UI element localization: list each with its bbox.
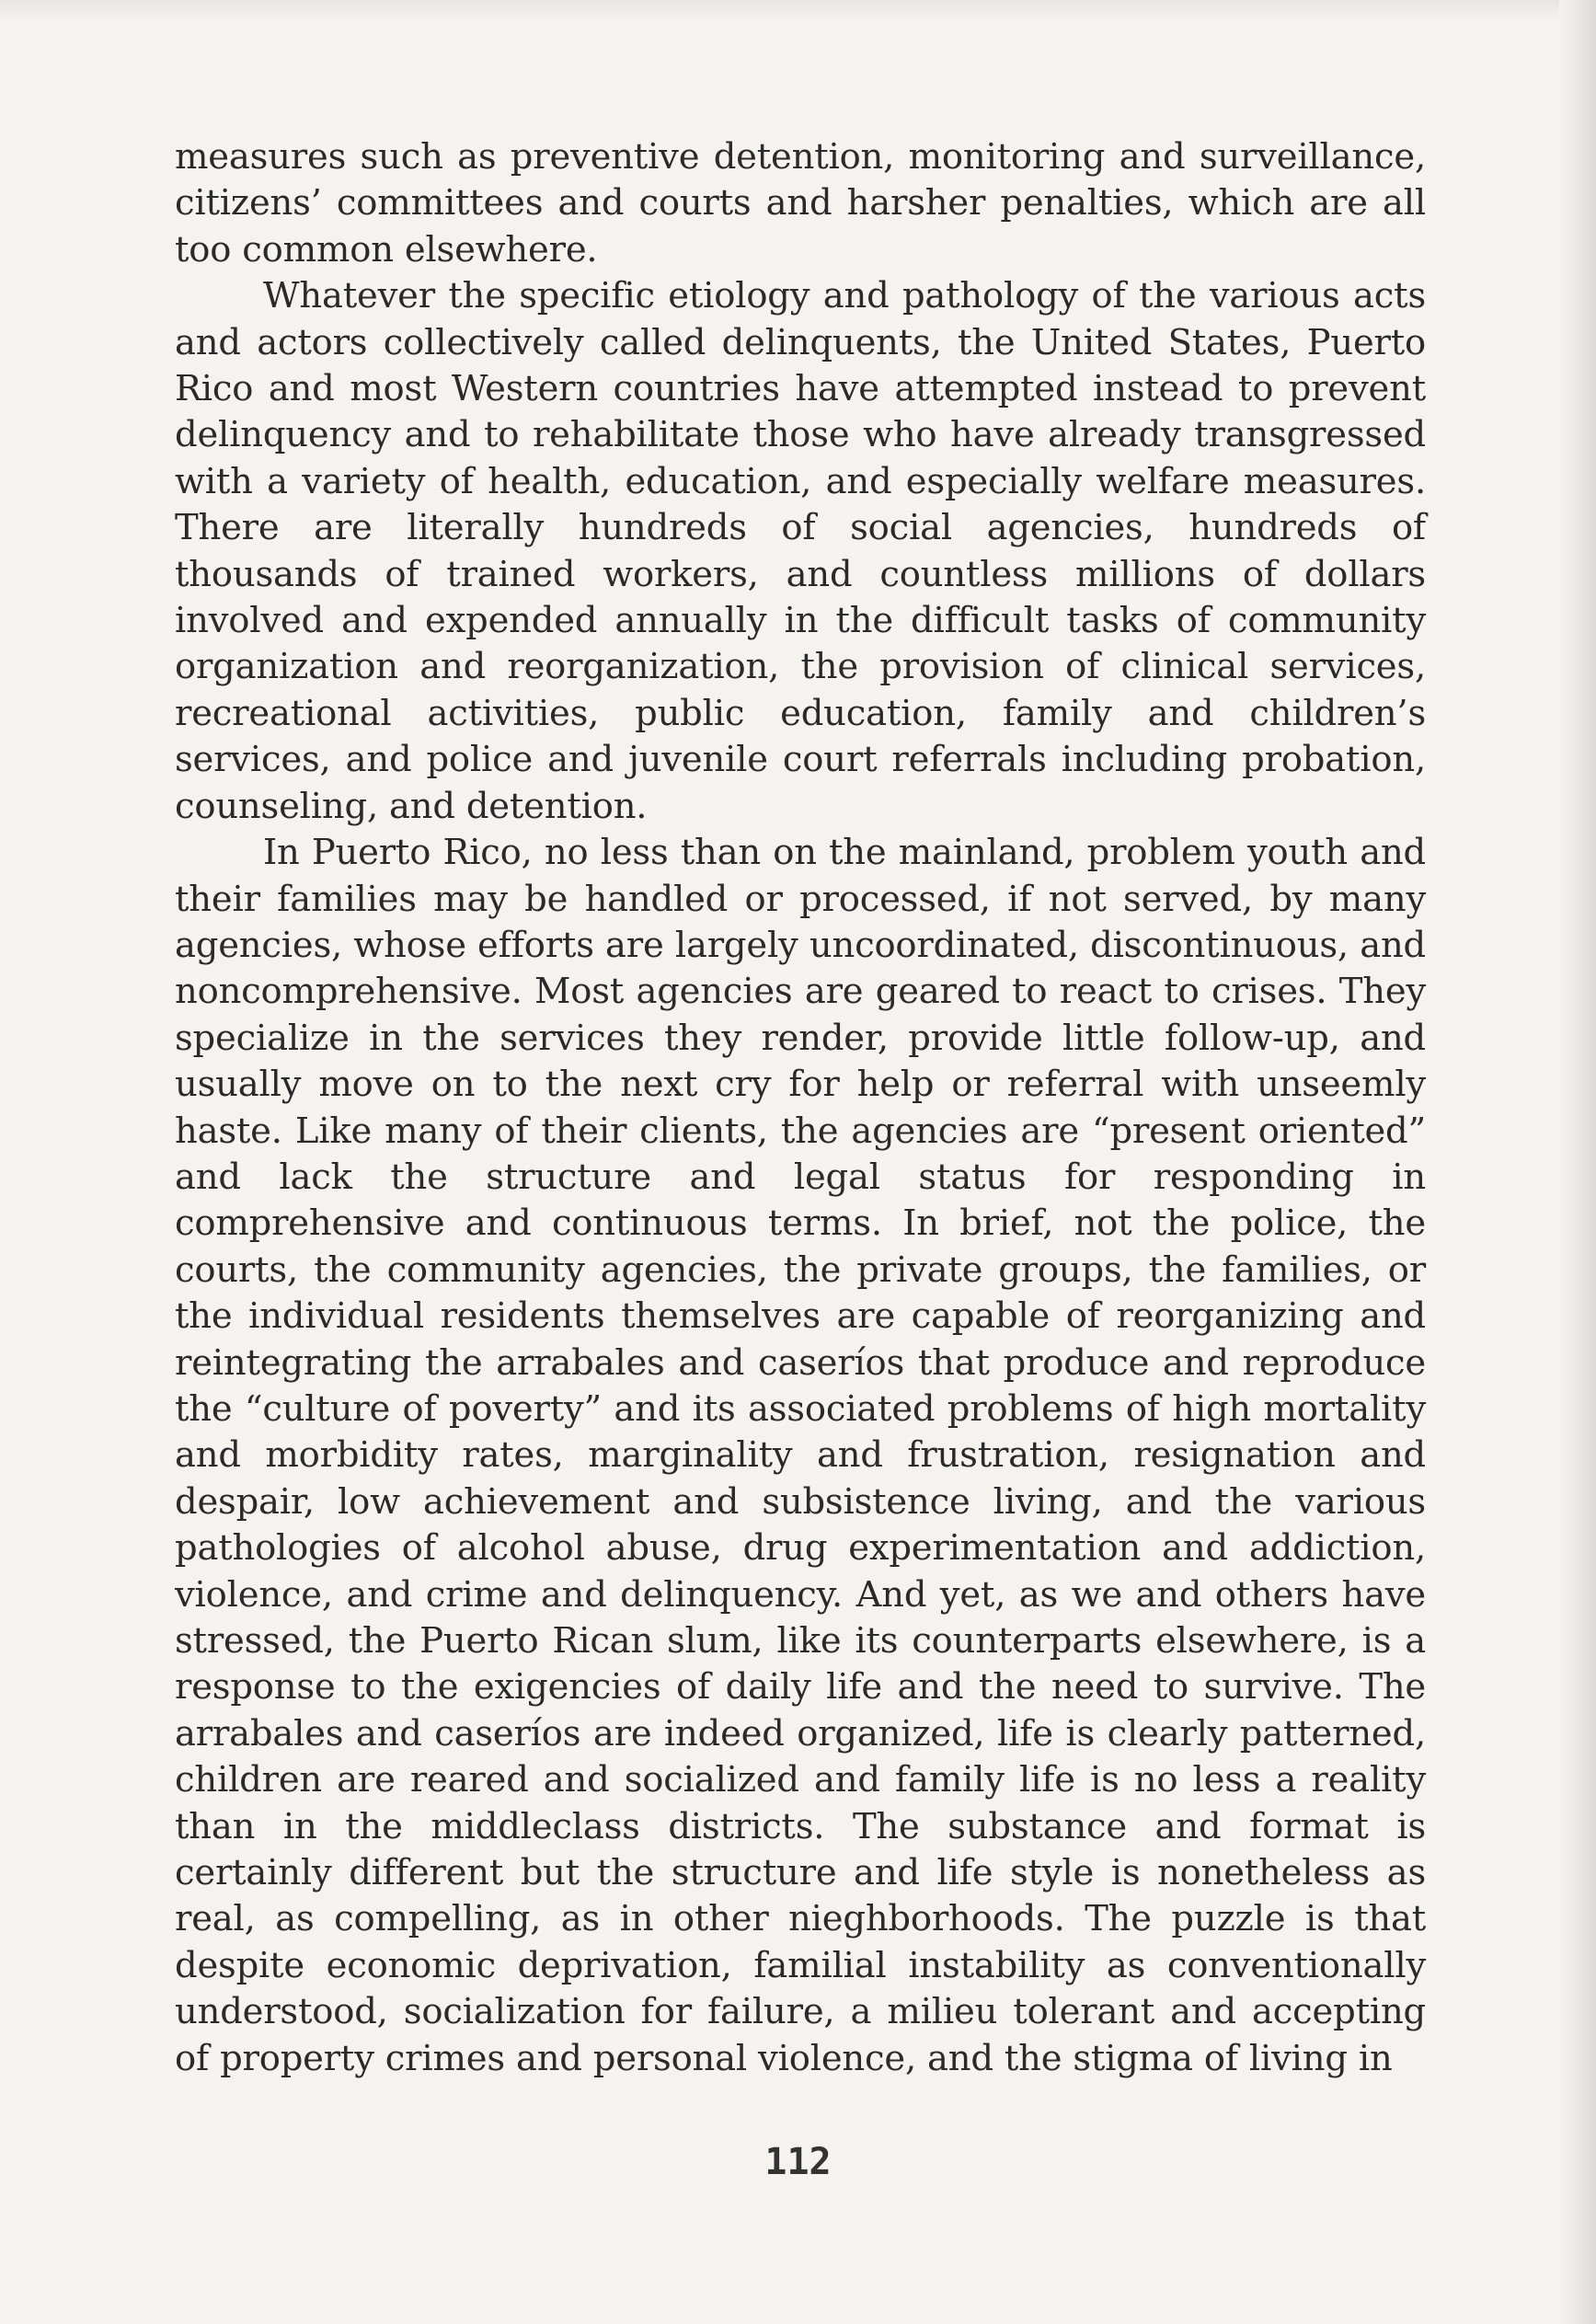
page-body	[175, 134, 1426, 2082]
scan-edge-top	[0, 0, 1596, 20]
page-number: 112	[764, 2141, 832, 2183]
paragraph-puerto-rico-agencies: In Puerto Rico, no less than on the mainland, problem youth and their families may be handled or processed, if not served, by many agencies, whose efforts are largely uncoordinated, discontinuous, and noncomprehensive. Most agencies are geared to react to crises. They specialize in the services they render, provide little follow-up, and usually move on to the next cry for help or referral with unseemly haste. Like many of their clients, the agencies are “present oriented” and lack the structure and legal status for responding in comprehensive and continuous terms. In brief, not the police, the courts, the community agencies, the private groups, the families, or the individual residents themselves are capable of reorganizing and reintegrating the arrabales and caseríos that produce and reproduce the “culture of poverty” and its associated problems of high mortality and morbidity rates, marginality and frustration, resignation and despair, low achievement and subsistence living, and the various pathologies of alcohol abuse, drug experimentation and addiction, violence, and crime and delinquency. And yet, as we and others have stressed, the Puerto Rican slum, like its counterparts elsewhere, is a response to the exigencies of daily life and the need to survive. The arrabales and caseríos are indeed organized, life is clearly patterned, children are reared and socialized and family life is no less a reality than in the middleclass districts. The substance and format is certainly different but the structure and life style is nonetheless as real, as compelling, as in other nieghborhoods. The puzzle is that despite economic deprivation, familial instability as conventionally understood, socialization for failure, a milieu tolerant and accepting of property crimes and personal violence, and the stigma of living in	[175, 832, 1426, 2079]
scan-edge-right	[1559, 0, 1596, 2324]
paragraph-delinquency-prevention: Whatever the specific etiology and pathology of the various acts and actors collectively called delinquents, the United States, Puerto Rico and most Western countries have attempted instead to prevent delinquency and to rehabilitate those who have already transgressed with a variety of health, education, and especially welfare measures. There are literally hundreds of social agencies, hundreds of thousands of trained workers, and countless millions of dollars involved and expended annually in the difficult tasks of community organization and reorganization, the provision of clinical services, recreational activities, public education, family and children’s services, and police and juvenile court referrals including probation, counseling, and detention.	[175, 275, 1426, 827]
paragraph-continuation: measures such as preventive detention, monitoring and surveillance, citizens’ committees and courts and harsher penalties, which are all too common elsewhere.	[175, 136, 1426, 270]
